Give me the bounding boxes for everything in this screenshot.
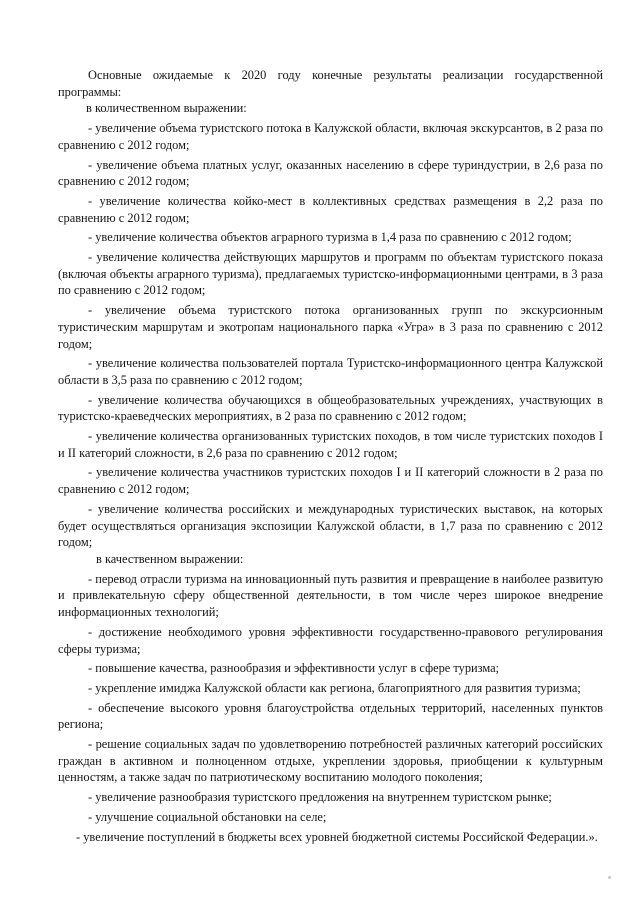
intro-paragraph: Основные ожидаемые к 2020 году конечные результаты реализации государственной программы: xyxy=(58,68,603,99)
list-item: - увеличение объема платных услуг, оказанных населению в сфере туриндустрии, в 2,6 раза по сравнению с 2012 годом; xyxy=(58,157,603,189)
list-item: - укрепление имиджа Калужской области как региона, благоприятного для развития туризма; xyxy=(88,680,581,695)
list-item: - решение социальных задач по удовлетворению потребностей различных категорий российских граждан в активном и полноценном отдыхе, укреплении здоровья, приобщении к культурным ценностям, а также задач по патриотическому воспитанию молодого поколения; xyxy=(58,737,603,785)
scan-speck xyxy=(608,876,611,879)
list-item: - обеспечение высокого уровня благоустройства отдельных территорий, населенных пунктов региона; xyxy=(58,700,603,732)
list-item: - достижение необходимого уровня эффективности государственно-правового регулирования сферы туризма; xyxy=(58,624,603,656)
list-item: - увеличение разнообразия туристского предложения на внутреннем туристском рынке; xyxy=(88,790,552,805)
list-item: - увеличение объема туристского потока в Калужской области, включая экскурсантов, в 2 раза по сравнению с 2012 годом; xyxy=(58,121,603,152)
list-item: - увеличение количества организованных туристских походов, в том числе туристских походов I и II категорий сложности, в 2,6 раза по сравнению с 2012 годом; xyxy=(58,429,603,460)
list-item: - увеличение количества койко-мест в коллективных средствах размещения в 2,2 раза по сравнению с 2012 годом; xyxy=(58,193,603,225)
list-item: - увеличение количества обучающихся в общеобразовательных учреждениях, участвующих в туристско-краеведческих мероприятиях, в 2 раза по сравнению с 2012 годом; xyxy=(58,392,603,424)
document-body xyxy=(58,67,603,845)
list-item: - увеличение количества пользователей портала Туристско-информационного центра Калужской области в 3,5 раза по сравнению с 2012 годом; xyxy=(58,356,603,387)
list-item: - увеличение количества участников туристских походов I и II категорий сложности в 2 раза по сравнению с 2012 годом; xyxy=(58,465,603,497)
list-item: - увеличение количества объектов аграрного туризма в 1,4 раза по сравнению с 2012 годом; xyxy=(88,230,572,245)
list-item: - увеличение объема туристского потока организованных групп по экскурсионным туристическим маршрутам и экотропам национального парка «Угра» в 3 раза по сравнению с 2012 годом; xyxy=(58,303,603,351)
qualitative-heading: в качественном выражении: xyxy=(96,551,244,566)
list-item: - увеличение количества российских и международных туристических выставок, на которых будет осуществляться организация экспозиции Калужской области, в 1,7 раза по сравнению с 2012 годом; xyxy=(58,501,603,550)
qualitative-list xyxy=(58,571,603,846)
quantitative-list xyxy=(58,120,603,551)
list-item: - увеличение поступлений в бюджеты всех уровней бюджетной системы Российской Федерации.». xyxy=(76,829,598,844)
list-item: - увеличение количества действующих маршрутов и программ по объектам туристского показа (включая объекты аграрного туризма), предлагаемых туристско-информационными центрами, в 3 раза по сравнению с 2012 годом; xyxy=(58,250,603,298)
list-item: - улучшение социальной обстановки на селе; xyxy=(88,809,327,824)
quantitative-heading: в количественном выражении: xyxy=(86,101,247,116)
list-item: - перевод отрасли туризма на инновационный путь развития и превращение в наиболее развитую и привлекательную сферу общественной деятельности, в том числе через широкое внедрение информационных технологий; xyxy=(58,571,603,620)
list-item: - повышение качества, разнообразия и эффективности услуг в сфере туризма; xyxy=(88,661,500,676)
